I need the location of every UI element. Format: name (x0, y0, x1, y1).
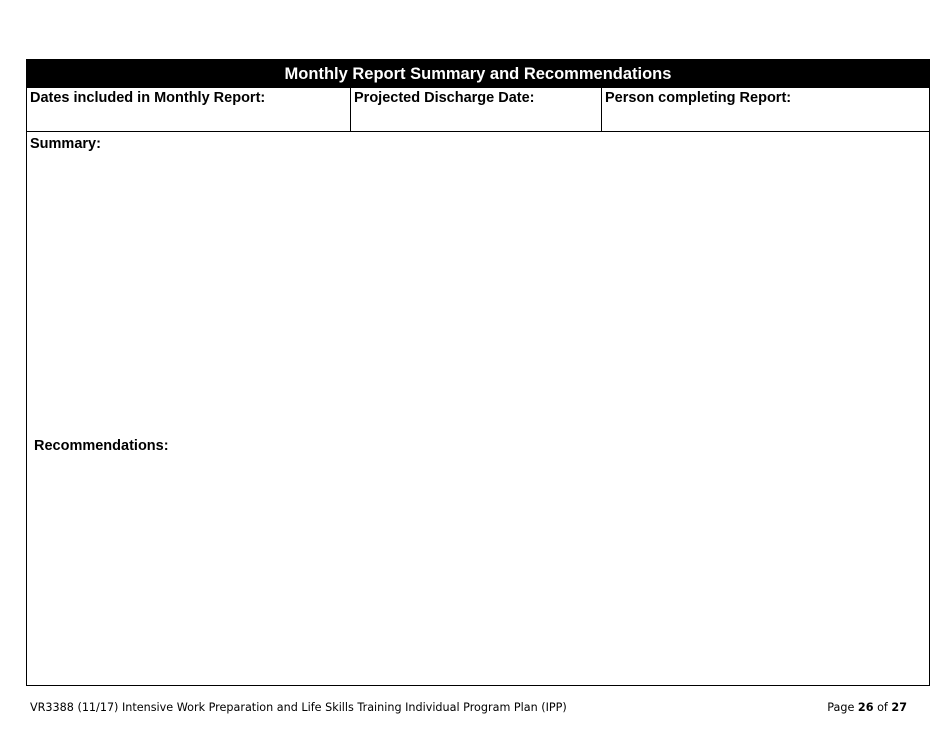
summary-label: Summary: (30, 136, 101, 152)
footer-document-id: VR3388 (11/17) Intensive Work Preparation and Life Skills Training Individual Program Plan (IPP) (30, 701, 567, 714)
page-total: 27 (891, 701, 907, 714)
page-of: of (877, 701, 888, 714)
monthly-report-form (26, 59, 930, 686)
person-completing-report-label: Person completing Report: (605, 90, 792, 106)
projected-discharge-date-label: Projected Discharge Date: (354, 90, 535, 106)
dates-included-label: Dates included in Monthly Report: (30, 90, 266, 106)
page-word: Page (827, 701, 855, 714)
person-completing-report-field[interactable] (602, 88, 929, 131)
dates-included-field[interactable] (27, 88, 351, 131)
form-title: Monthly Report Summary and Recommendations (27, 60, 929, 88)
footer-page-number (827, 701, 907, 714)
projected-discharge-date-field[interactable] (351, 88, 602, 131)
report-info-row (27, 88, 929, 132)
recommendations-label: Recommendations: (34, 438, 169, 454)
page-current: 26 (857, 701, 874, 714)
